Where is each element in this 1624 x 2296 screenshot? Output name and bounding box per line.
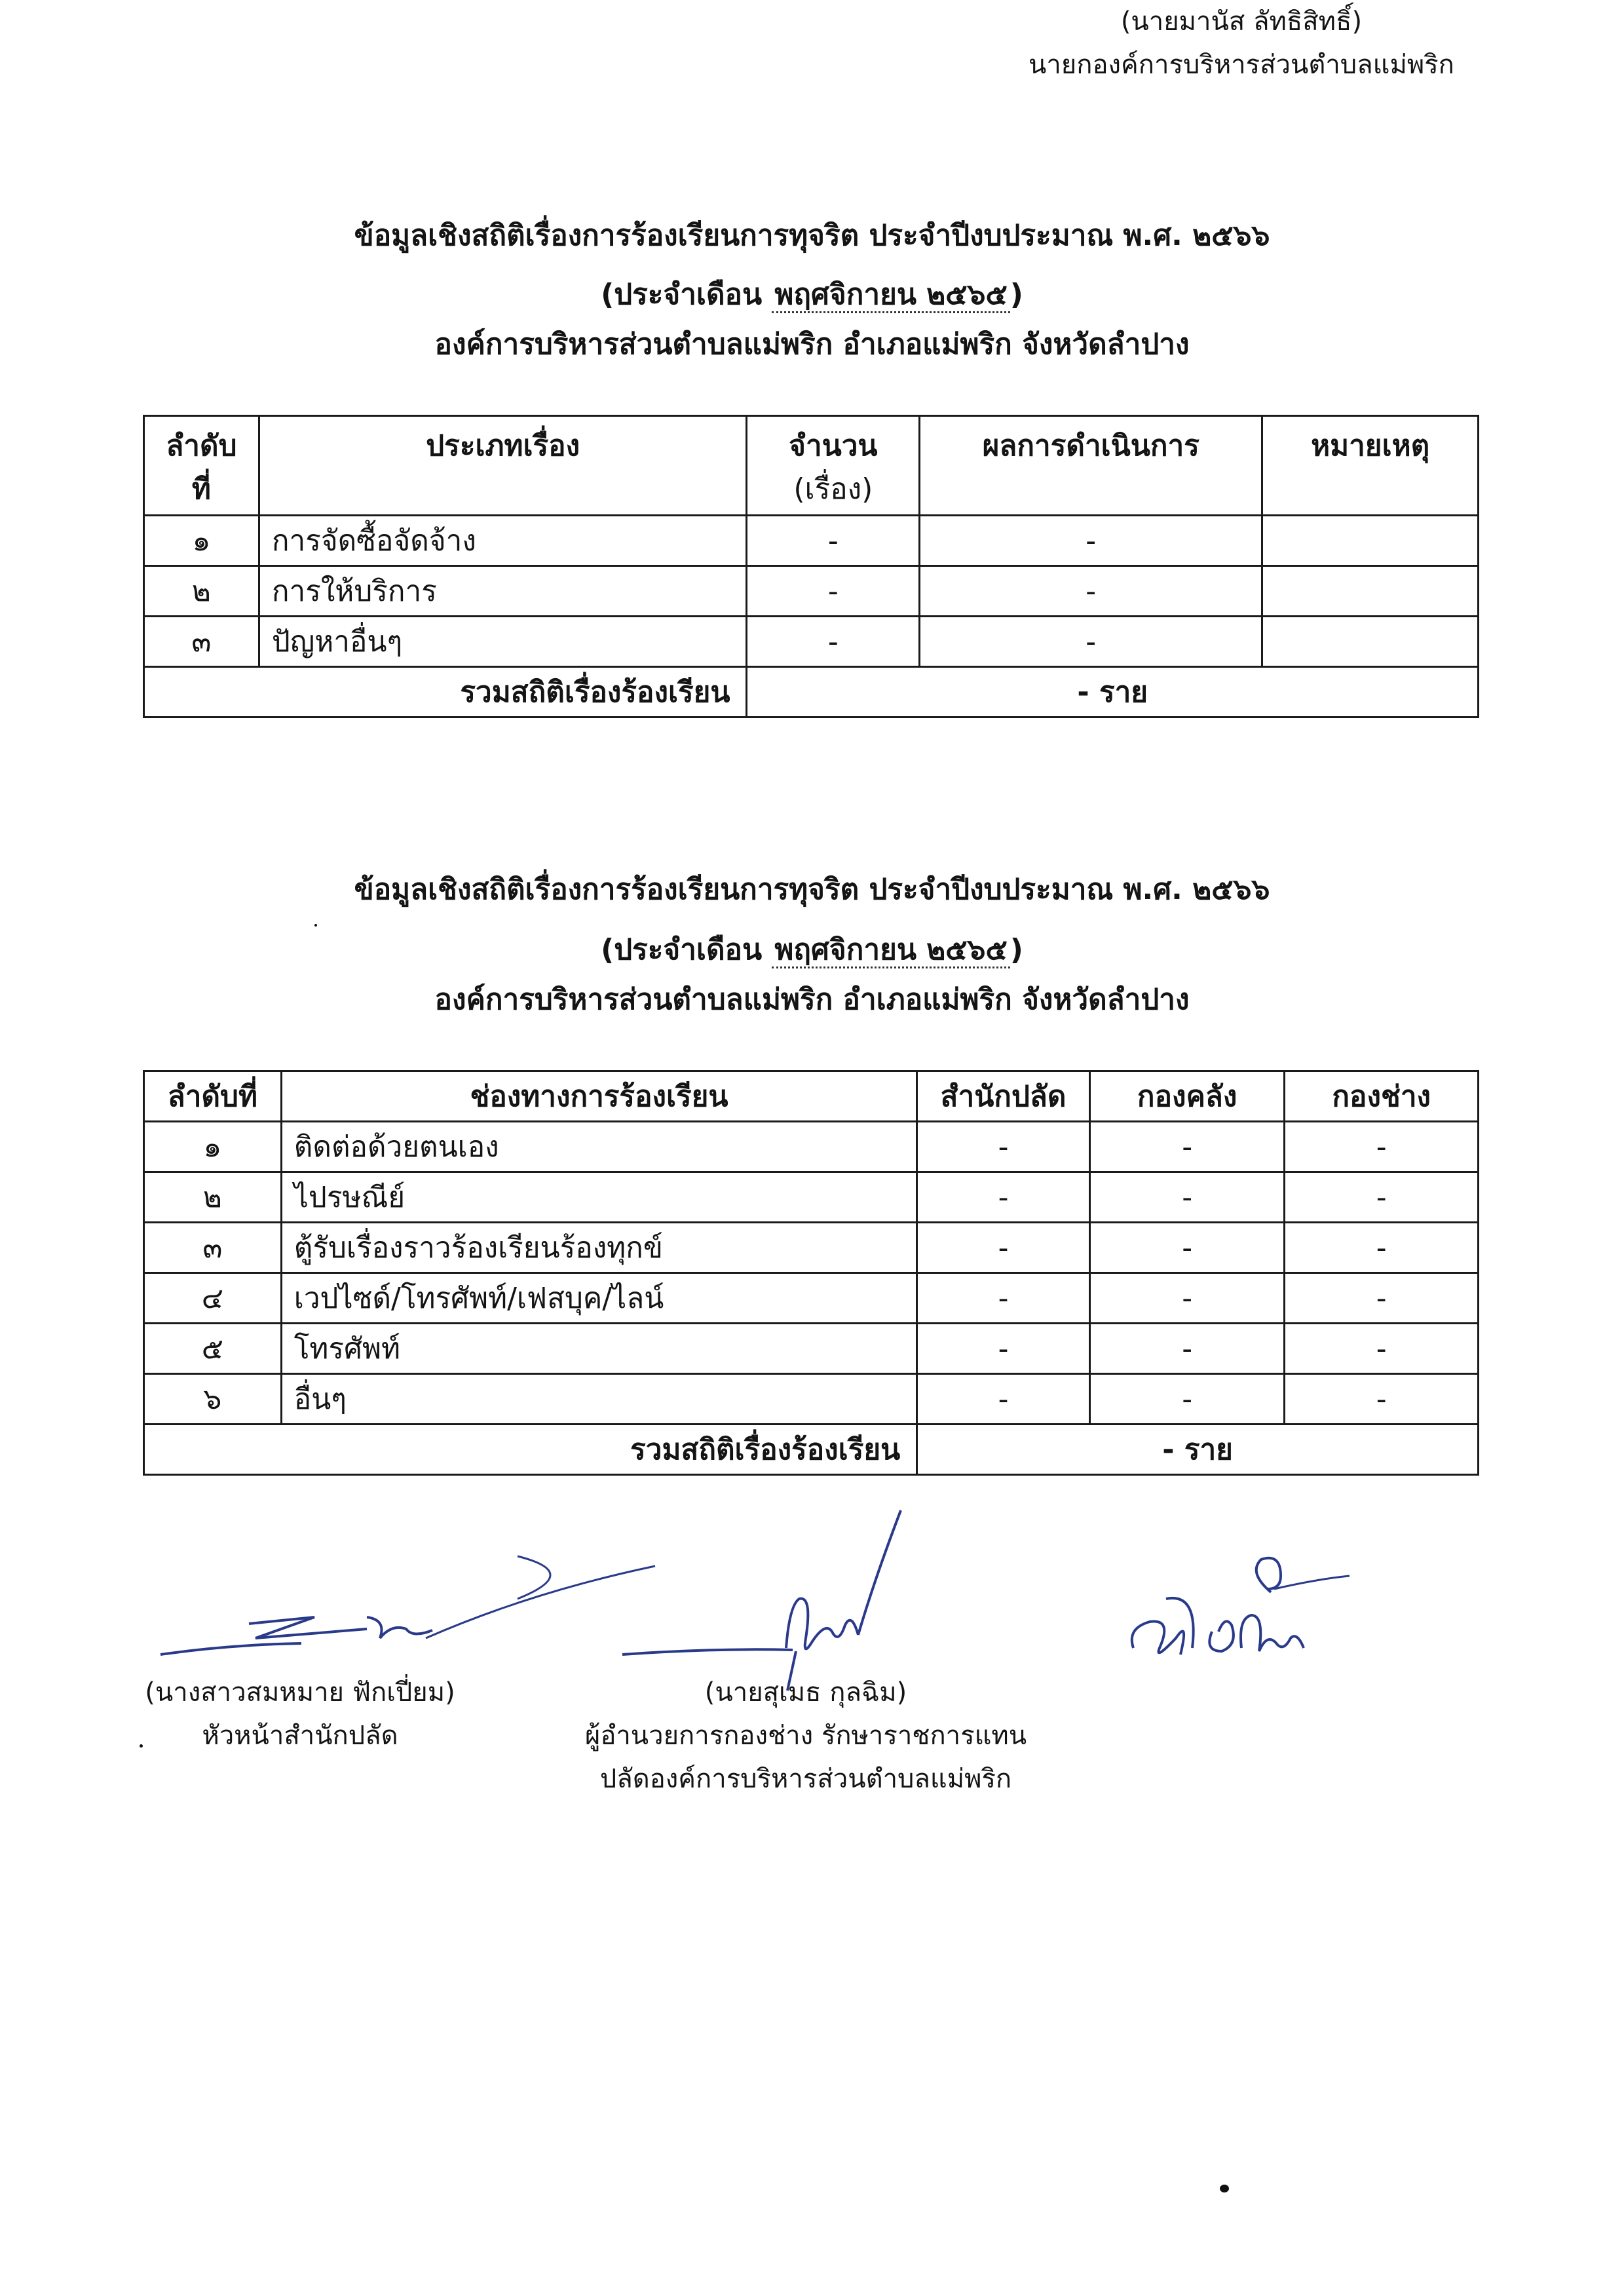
header-seq: ลำดับ ที่ xyxy=(144,416,259,516)
row-seq: ๕ xyxy=(144,1324,282,1374)
row-seq: ๒ xyxy=(144,1172,282,1223)
total-label: รวมสถิติเรื่องร้องเรียน xyxy=(144,1425,917,1475)
complaint-channel-table xyxy=(143,1070,1479,1476)
scan-speck xyxy=(314,924,317,927)
signatory-1-position: หัวหน้าสำนักปลัด xyxy=(202,1721,398,1751)
row-type: การจัดซื้อจัดจ้าง xyxy=(259,516,747,566)
row-channel: ตู้รับเรื่องราวร้องเรียนร้องทุกข์ xyxy=(281,1223,916,1273)
row-finance: - xyxy=(1089,1223,1285,1273)
row-seq: ๔ xyxy=(144,1273,282,1324)
header-note: หมายเหตุ xyxy=(1262,416,1479,516)
row-engineering: - xyxy=(1285,1374,1479,1425)
table-row xyxy=(144,1374,1479,1425)
row-count: - xyxy=(747,617,920,667)
row-engineering: - xyxy=(1285,1273,1479,1324)
signatory-2-position-line2: ปลัดองค์การบริหารส่วนตำบลแม่พริก xyxy=(599,1764,1012,1794)
row-engineering: - xyxy=(1285,1122,1479,1172)
header-count: จำนวน (เรื่อง) xyxy=(747,416,920,516)
table-total-row xyxy=(144,667,1479,718)
row-engineering: - xyxy=(1285,1223,1479,1273)
table-row xyxy=(144,1122,1479,1172)
row-count: - xyxy=(747,516,920,566)
signature-1 xyxy=(151,1546,675,1677)
signatory-2 xyxy=(518,1671,1094,1801)
row-seq: ๖ xyxy=(144,1374,282,1425)
row-type: การให้บริการ xyxy=(259,566,747,617)
section2-month-prefix: (ประจำเดือน xyxy=(601,933,763,966)
table-row xyxy=(144,1273,1479,1324)
table-row xyxy=(144,1223,1479,1273)
signatory-3 xyxy=(1029,0,1454,86)
row-seq: ๒ xyxy=(144,566,259,617)
row-result: - xyxy=(920,566,1262,617)
signatory-1-name: (นางสาวสมหมาย ฟักเปี่ยม) xyxy=(145,1677,455,1708)
section1-title: ข้อมูลเชิงสถิติเรื่องการร้องเรียนการทุจริต ประจำปีงบประมาณ พ.ศ. ๒๕๖๖ xyxy=(354,219,1270,252)
header-result: ผลการดำเนินการ xyxy=(920,416,1262,516)
signatory-1 xyxy=(123,1671,477,1757)
signature-3 xyxy=(1120,1553,1369,1671)
header-finance: กองคลัง xyxy=(1089,1071,1285,1122)
row-channel: ติดต่อด้วยตนเอง xyxy=(281,1122,916,1172)
table-header-row xyxy=(144,416,1479,516)
row-seq: ๑ xyxy=(144,1122,282,1172)
table-row xyxy=(144,617,1479,667)
row-finance: - xyxy=(1089,1273,1285,1324)
row-office: - xyxy=(917,1223,1090,1273)
row-note xyxy=(1262,617,1479,667)
section1-month-line xyxy=(0,275,1624,315)
row-count: - xyxy=(747,566,920,617)
row-engineering: - xyxy=(1285,1324,1479,1374)
signatory-2-name: (นายสุเมธ กุลฉิม) xyxy=(704,1677,907,1708)
signatory-3-name: (นายมานัส ลัทธิสิทธิ์) xyxy=(1120,7,1363,37)
row-type: ปัญหาอื่นๆ xyxy=(259,617,747,667)
row-finance: - xyxy=(1089,1172,1285,1223)
section2-org: องค์การบริหารส่วนตำบลแม่พริก อำเภอแม่พริก จังหวัดลำปาง xyxy=(434,983,1190,1016)
row-result: - xyxy=(920,617,1262,667)
row-channel: โทรศัพท์ xyxy=(281,1324,916,1374)
total-value: - ราย xyxy=(747,667,1479,718)
row-seq: ๓ xyxy=(144,617,259,667)
row-office: - xyxy=(917,1172,1090,1223)
section1-month: พฤศจิกายน ๒๕๖๕ xyxy=(772,278,1010,313)
row-engineering: - xyxy=(1285,1172,1479,1223)
table-row xyxy=(144,566,1479,617)
row-result: - xyxy=(920,516,1262,566)
section2-month-suffix: ) xyxy=(1010,933,1023,966)
row-office: - xyxy=(917,1324,1090,1374)
header-office: สำนักปลัด xyxy=(917,1071,1090,1122)
total-label: รวมสถิติเรื่องร้องเรียน xyxy=(144,667,747,718)
row-channel: ไปรษณีย์ xyxy=(281,1172,916,1223)
section1-month-suffix: ) xyxy=(1010,278,1023,311)
table-row xyxy=(144,1324,1479,1374)
header-channel: ช่องทางการร้องเรียน xyxy=(281,1071,916,1122)
table-row xyxy=(144,516,1479,566)
row-office: - xyxy=(917,1374,1090,1425)
signatory-3-position: นายกองค์การบริหารส่วนตำบลแม่พริก xyxy=(1029,50,1454,80)
row-channel: อื่นๆ xyxy=(281,1374,916,1425)
scan-speck xyxy=(140,1744,143,1748)
row-office: - xyxy=(917,1273,1090,1324)
section2-month-line xyxy=(0,930,1624,970)
row-finance: - xyxy=(1089,1374,1285,1425)
row-office: - xyxy=(917,1122,1090,1172)
signature-2 xyxy=(616,1501,930,1697)
table-total-row xyxy=(144,1425,1479,1475)
complaint-type-table xyxy=(143,415,1479,718)
total-value: - ราย xyxy=(917,1425,1479,1475)
header-engineering: กองช่าง xyxy=(1285,1071,1479,1122)
row-channel: เวปไซด์/โทรศัพท์/เฟสบุค/ไลน์ xyxy=(281,1273,916,1324)
header-seq: ลำดับที่ xyxy=(144,1071,282,1122)
row-note xyxy=(1262,516,1479,566)
row-seq: ๓ xyxy=(144,1223,282,1273)
header-type: ประเภทเรื่อง xyxy=(259,416,747,516)
row-finance: - xyxy=(1089,1122,1285,1172)
table-header-row xyxy=(144,1071,1479,1122)
section1-org: องค์การบริหารส่วนตำบลแม่พริก อำเภอแม่พริก จังหวัดลำปาง xyxy=(434,328,1190,361)
row-note xyxy=(1262,566,1479,617)
row-finance: - xyxy=(1089,1324,1285,1374)
section1-month-prefix: (ประจำเดือน xyxy=(601,278,763,311)
signatory-2-position: ผู้อำนวยการกองช่าง รักษาราชการแทน xyxy=(584,1721,1027,1751)
scan-speck xyxy=(1220,2185,1229,2192)
section2-title: ข้อมูลเชิงสถิติเรื่องการร้องเรียนการทุจริต ประจำปีงบประมาณ พ.ศ. ๒๕๖๖ xyxy=(354,873,1270,906)
table-row xyxy=(144,1172,1479,1223)
row-seq: ๑ xyxy=(144,516,259,566)
section2-month: พฤศจิกายน ๒๕๖๕ xyxy=(772,933,1010,968)
